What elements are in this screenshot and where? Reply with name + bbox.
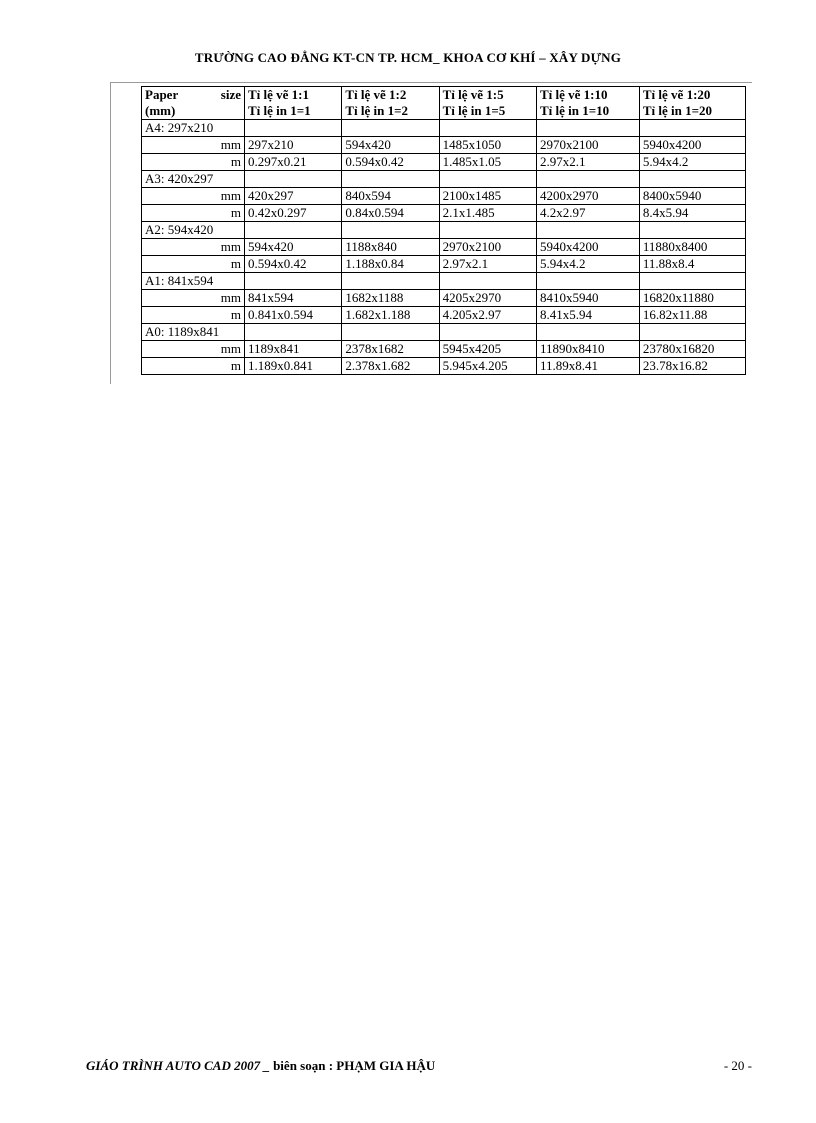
- unit-label: mm: [142, 290, 245, 307]
- header-scale-1-2: Tỉ lệ vẽ 1:2 Tỉ lệ in 1=2: [342, 87, 439, 120]
- table-row: [142, 358, 746, 375]
- table-cell: 16820x11880: [639, 290, 745, 307]
- table-cell: 841x594: [245, 290, 342, 307]
- table-cell: 0.42x0.297: [245, 205, 342, 222]
- table-cell: 2.1x1.485: [439, 205, 536, 222]
- table-cell-empty: [439, 273, 536, 290]
- table-cell: 8400x5940: [639, 188, 745, 205]
- footer-book-title: GIÁO TRÌNH AUTO CAD 2007 _: [86, 1058, 270, 1073]
- table-cell: 2970x2100: [439, 239, 536, 256]
- table-cell: 4200x2970: [536, 188, 639, 205]
- table-cell: 1485x1050: [439, 137, 536, 154]
- table-cell: 16.82x11.88: [639, 307, 745, 324]
- table-cell: 4.205x2.97: [439, 307, 536, 324]
- table-row: [142, 154, 746, 171]
- header-rule: [110, 82, 752, 83]
- table-cell: 594x420: [245, 239, 342, 256]
- table-row: [142, 341, 746, 358]
- table-cell: 1189x841: [245, 341, 342, 358]
- table-cell-empty: [245, 171, 342, 188]
- table-cell-empty: [439, 171, 536, 188]
- table-cell: 2.378x1.682: [342, 358, 439, 375]
- table-row-group-label: [142, 273, 746, 290]
- table-cell: 23.78x16.82: [639, 358, 745, 375]
- table-row-group-label: [142, 120, 746, 137]
- table-cell: 5.945x4.205: [439, 358, 536, 375]
- margin-rule: [110, 82, 111, 384]
- table-cell: 2100x1485: [439, 188, 536, 205]
- header-scale-1-20: Tỉ lệ vẽ 1:20 Tỉ lệ in 1=20: [639, 87, 745, 120]
- table-row: [142, 137, 746, 154]
- table-cell: 11.88x8.4: [639, 256, 745, 273]
- page-number: - 20 -: [723, 1058, 752, 1073]
- table-row-group-label: [142, 324, 746, 341]
- unit-label: m: [142, 205, 245, 222]
- table-cell-empty: [439, 222, 536, 239]
- table-cell-empty: [639, 120, 745, 137]
- table-cell: 0.594x0.42: [342, 154, 439, 171]
- table-row: [142, 205, 746, 222]
- table-cell-empty: [536, 171, 639, 188]
- table-row: [142, 256, 746, 273]
- table-cell: 420x297: [245, 188, 342, 205]
- unit-label: mm: [142, 239, 245, 256]
- table-cell: 4.2x2.97: [536, 205, 639, 222]
- paper-size-label: A2: 594x420: [142, 222, 245, 239]
- table-cell: 1.188x0.84: [342, 256, 439, 273]
- table-cell-empty: [245, 222, 342, 239]
- paper-size-label: A3: 420x297: [142, 171, 245, 188]
- table-row: [142, 307, 746, 324]
- page-footer: [86, 1058, 435, 1074]
- table-cell: 11.89x8.41: [536, 358, 639, 375]
- table-row: [142, 290, 746, 307]
- table-cell-empty: [536, 222, 639, 239]
- unit-label: mm: [142, 341, 245, 358]
- header-scale-1-5: Tỉ lệ vẽ 1:5 Tỉ lệ in 1=5: [439, 87, 536, 120]
- paper-size-label: A4: 297x210: [142, 120, 245, 137]
- page-header: TRƯỜNG CAO ĐẲNG KT-CN TP. HCM_ KHOA CƠ KHÍ – XÂY DỰNG: [194, 50, 622, 65]
- paper-size-label: A0: 1189x841: [142, 324, 245, 341]
- table-cell: 11890x8410: [536, 341, 639, 358]
- header-paper-size: Paper size (mm): [142, 87, 245, 120]
- table-cell: 2970x2100: [536, 137, 639, 154]
- table-cell-empty: [439, 120, 536, 137]
- table-cell: 8.41x5.94: [536, 307, 639, 324]
- table-cell: 0.841x0.594: [245, 307, 342, 324]
- table-cell: 1682x1188: [342, 290, 439, 307]
- table-cell-empty: [639, 171, 745, 188]
- table-cell-empty: [245, 324, 342, 341]
- table-cell: 11880x8400: [639, 239, 745, 256]
- unit-label: m: [142, 256, 245, 273]
- table-cell: 594x420: [342, 137, 439, 154]
- table-cell-empty: [639, 324, 745, 341]
- table-cell: 5940x4200: [639, 137, 745, 154]
- table-cell: 1.189x0.841: [245, 358, 342, 375]
- table-cell: 0.84x0.594: [342, 205, 439, 222]
- table-row: [142, 239, 746, 256]
- table-row-group-label: [142, 222, 746, 239]
- table-cell: 2378x1682: [342, 341, 439, 358]
- table-cell: 5.94x4.2: [536, 256, 639, 273]
- table-cell: 1188x840: [342, 239, 439, 256]
- table-cell: 297x210: [245, 137, 342, 154]
- table-cell-empty: [342, 222, 439, 239]
- table-cell-empty: [536, 273, 639, 290]
- header-scale-1-10: Tỉ lệ vẽ 1:10 Tỉ lệ in 1=10: [536, 87, 639, 120]
- paper-scale-table: [141, 86, 746, 375]
- table-cell-empty: [639, 222, 745, 239]
- header-scale-1-1: Tỉ lệ vẽ 1:1 Tỉ lệ in 1=1: [245, 87, 342, 120]
- table-cell-empty: [536, 324, 639, 341]
- table-cell: 840x594: [342, 188, 439, 205]
- table-cell: 5.94x4.2: [639, 154, 745, 171]
- table-cell: 0.297x0.21: [245, 154, 342, 171]
- unit-label: mm: [142, 137, 245, 154]
- table-cell: 4205x2970: [439, 290, 536, 307]
- unit-label: mm: [142, 188, 245, 205]
- table-cell-empty: [342, 273, 439, 290]
- table-cell-empty: [639, 273, 745, 290]
- table-cell-empty: [245, 120, 342, 137]
- table-cell: 1.485x1.05: [439, 154, 536, 171]
- paper-size-label: A1: 841x594: [142, 273, 245, 290]
- table-cell: 23780x16820: [639, 341, 745, 358]
- table-cell-empty: [342, 324, 439, 341]
- table-header-row: [142, 87, 746, 120]
- table-cell-empty: [536, 120, 639, 137]
- table-cell-empty: [439, 324, 536, 341]
- table-cell: 5945x4205: [439, 341, 536, 358]
- table-cell: 0.594x0.42: [245, 256, 342, 273]
- table-row-group-label: [142, 171, 746, 188]
- table-cell-empty: [342, 171, 439, 188]
- table-cell: 5940x4200: [536, 239, 639, 256]
- table-cell: 1.682x1.188: [342, 307, 439, 324]
- table-cell-empty: [245, 273, 342, 290]
- table-cell: 2.97x2.1: [439, 256, 536, 273]
- table-cell: 8.4x5.94: [639, 205, 745, 222]
- table-row: [142, 188, 746, 205]
- unit-label: m: [142, 358, 245, 375]
- table-cell: 2.97x2.1: [536, 154, 639, 171]
- table-cell: 8410x5940: [536, 290, 639, 307]
- unit-label: m: [142, 154, 245, 171]
- footer-author: biên soạn : PHẠM GIA HẬU: [269, 1058, 436, 1073]
- unit-label: m: [142, 307, 245, 324]
- table-cell-empty: [342, 120, 439, 137]
